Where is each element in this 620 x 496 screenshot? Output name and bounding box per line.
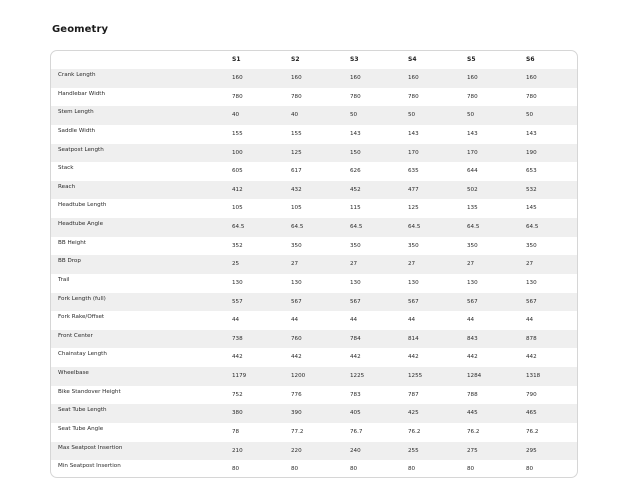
- geometry-table: [50, 50, 578, 478]
- table-cell: 1318: [526, 373, 541, 379]
- size-header-s1: S1: [232, 56, 241, 63]
- table-cell: 557: [232, 298, 243, 305]
- table-cell: 77.2: [291, 428, 304, 435]
- table-cell: 465: [526, 410, 537, 417]
- table-row: [51, 330, 577, 349]
- table-cell: 653: [526, 168, 537, 175]
- table-cell: 780: [408, 93, 419, 100]
- table-cell: 605: [232, 168, 243, 175]
- table-cell: 425: [408, 410, 419, 417]
- table-cell: 442: [467, 354, 478, 361]
- table-cell: 143: [526, 130, 537, 137]
- table-row: [51, 106, 577, 125]
- table-cell: 477: [408, 186, 419, 193]
- table-cell: 40: [232, 112, 240, 119]
- table-row: [51, 386, 577, 405]
- table-row: [51, 144, 577, 163]
- row-label: Seat Tube Angle: [58, 425, 104, 432]
- table-cell: 776: [291, 391, 302, 398]
- table-row: [51, 274, 577, 293]
- table-row: [51, 442, 577, 461]
- table-cell: 125: [408, 205, 419, 212]
- table-cell: 143: [408, 130, 419, 137]
- table-cell: 350: [291, 242, 302, 249]
- table-row: [51, 162, 577, 181]
- table-cell: 135: [467, 205, 478, 212]
- table-cell: 80: [350, 466, 358, 473]
- table-cell: 567: [291, 298, 302, 305]
- table-row: [51, 404, 577, 423]
- table-row: [51, 293, 577, 312]
- table-cell: 780: [350, 93, 361, 100]
- table-cell: 155: [232, 130, 243, 137]
- row-label: Stem Length: [58, 109, 94, 116]
- table-cell: 567: [350, 298, 361, 305]
- table-cell: 160: [526, 75, 537, 81]
- table-cell: 160: [408, 75, 419, 81]
- table-cell: 350: [526, 242, 537, 249]
- table-cell: 27: [408, 261, 416, 268]
- table-cell: 412: [232, 186, 243, 193]
- table-cell: 76.2: [526, 428, 539, 435]
- table-cell: 76.2: [408, 428, 421, 435]
- table-cell: 40: [291, 112, 299, 119]
- row-label: Max Seatpost Insertion: [58, 444, 123, 451]
- table-cell: 105: [232, 205, 243, 212]
- table-row: [51, 367, 577, 386]
- row-label: Headtube Length: [58, 202, 107, 209]
- row-label: Reach: [58, 183, 76, 190]
- table-cell: 567: [467, 298, 478, 305]
- table-cell: 100: [232, 149, 243, 156]
- table-cell: 130: [408, 279, 419, 286]
- table-row: [51, 311, 577, 330]
- table-cell: 64.5: [467, 224, 480, 230]
- table-cell: 843: [467, 335, 478, 342]
- table-cell: 50: [526, 112, 534, 119]
- table-cell: 50: [350, 112, 358, 119]
- table-cell: 130: [526, 279, 537, 286]
- table-cell: 130: [291, 279, 302, 286]
- table-cell: 210: [232, 447, 243, 454]
- table-cell: 64.5: [408, 224, 421, 230]
- table-cell: 44: [350, 317, 358, 324]
- table-cell: 626: [350, 168, 361, 175]
- table-cell: 115: [350, 205, 361, 212]
- row-label: Chainstay Length: [58, 351, 107, 358]
- table-cell: 295: [526, 447, 537, 454]
- table-cell: 1255: [408, 373, 423, 379]
- row-label: Fork Rake/Offset: [58, 314, 105, 321]
- table-body: [51, 69, 577, 478]
- row-label: BB Height: [58, 239, 86, 246]
- table-cell: 644: [467, 168, 478, 175]
- table-cell: 787: [408, 391, 419, 398]
- table-cell: 390: [291, 410, 302, 417]
- table-cell: 155: [291, 130, 302, 137]
- table-cell: 130: [350, 279, 361, 286]
- table-cell: 190: [526, 149, 537, 156]
- table-cell: 350: [467, 242, 478, 249]
- table-cell: 442: [408, 354, 419, 361]
- table-cell: 44: [408, 317, 416, 324]
- table-cell: 130: [467, 279, 478, 286]
- table-cell: 445: [467, 410, 478, 417]
- table-cell: 160: [467, 75, 478, 81]
- table-cell: 442: [291, 354, 302, 361]
- table-cell: 567: [408, 298, 419, 305]
- table-cell: 143: [350, 130, 361, 137]
- row-label: Headtube Angle: [58, 221, 104, 227]
- table-cell: 442: [232, 354, 243, 361]
- table-cell: 76.7: [350, 428, 363, 435]
- table-row: [51, 237, 577, 256]
- size-header-s2: S2: [291, 56, 300, 63]
- table-cell: 567: [526, 298, 537, 305]
- row-label: Saddle Width: [58, 127, 96, 134]
- table-cell: 1179: [232, 373, 247, 379]
- table-cell: 275: [467, 447, 478, 454]
- table-cell: 44: [232, 317, 240, 324]
- table-cell: 617: [291, 168, 302, 175]
- table-cell: 27: [350, 261, 358, 268]
- table-row: [51, 88, 577, 107]
- table-cell: 780: [291, 93, 302, 100]
- table-cell: 80: [232, 466, 240, 473]
- table-cell: 80: [291, 466, 299, 473]
- table-cell: 25: [232, 261, 240, 268]
- table-cell: 442: [526, 354, 537, 361]
- row-label: BB Drop: [58, 258, 81, 265]
- table-row: [51, 348, 577, 367]
- table-cell: 145: [526, 205, 537, 212]
- table-cell: 752: [232, 391, 243, 398]
- table-cell: 814: [408, 335, 419, 342]
- table-cell: 80: [526, 466, 534, 473]
- table-cell: 160: [232, 75, 243, 81]
- table-cell: 240: [350, 447, 361, 454]
- table-cell: 130: [232, 279, 243, 286]
- row-label: Wheelbase: [58, 370, 89, 376]
- table-cell: 143: [467, 130, 478, 137]
- table-row: [51, 423, 577, 442]
- table-cell: 350: [350, 242, 361, 249]
- row-label: Front Center: [58, 332, 93, 339]
- table-cell: 738: [232, 335, 243, 342]
- table-cell: 50: [467, 112, 475, 119]
- table-cell: 255: [408, 447, 419, 454]
- row-label: Seat Tube Length: [58, 407, 107, 414]
- table-cell: 788: [467, 391, 478, 398]
- table-cell: 44: [467, 317, 475, 324]
- table-row: [51, 181, 577, 200]
- table-cell: 780: [467, 93, 478, 100]
- row-label: Handlebar Width: [58, 90, 106, 97]
- table-header-row: [51, 51, 577, 69]
- table-cell: 44: [291, 317, 299, 324]
- page-title: Geometry: [52, 24, 109, 35]
- table-cell: 878: [526, 335, 537, 342]
- table-cell: 352: [232, 242, 243, 249]
- table-row: [51, 199, 577, 218]
- table-cell: 760: [291, 335, 302, 342]
- size-header-s6: S6: [526, 56, 535, 63]
- table-cell: 784: [350, 335, 361, 342]
- table-cell: 502: [467, 186, 478, 193]
- table-cell: 27: [526, 261, 534, 268]
- table-cell: 1225: [350, 373, 365, 379]
- table-cell: 170: [467, 149, 478, 156]
- table-cell: 27: [467, 261, 475, 268]
- table-cell: 220: [291, 447, 302, 454]
- table-cell: 783: [350, 391, 361, 398]
- row-label: Crank Length: [58, 72, 96, 78]
- table-cell: 44: [526, 317, 534, 324]
- table-cell: 105: [291, 205, 302, 212]
- row-label: Fork Length (full): [58, 295, 106, 302]
- table-cell: 27: [291, 261, 299, 268]
- size-header-s5: S5: [467, 56, 476, 63]
- row-label: Bike Standover Height: [58, 388, 121, 395]
- row-label: Trail: [58, 276, 70, 283]
- table-cell: 76.2: [467, 428, 480, 435]
- table-cell: 452: [350, 186, 361, 193]
- table-cell: 532: [526, 186, 537, 193]
- table-cell: 64.5: [291, 224, 304, 230]
- table-row: [51, 460, 577, 478]
- table-cell: 160: [291, 75, 302, 81]
- table-cell: 64.5: [232, 224, 245, 230]
- row-label: Seatpost Length: [58, 146, 104, 153]
- table-cell: 780: [232, 93, 243, 100]
- table-cell: 80: [467, 466, 475, 473]
- table-row: [51, 69, 577, 88]
- table-row: [51, 255, 577, 274]
- row-label: Stack: [58, 165, 74, 172]
- size-header-s3: S3: [350, 56, 359, 63]
- table-cell: 405: [350, 410, 361, 417]
- table-cell: 78: [232, 428, 240, 435]
- table-cell: 1200: [291, 373, 306, 379]
- table-cell: 790: [526, 391, 537, 398]
- size-header-s4: S4: [408, 56, 417, 63]
- table-cell: 350: [408, 242, 419, 249]
- table-cell: 150: [350, 149, 361, 156]
- row-label: Min Seatpost Insertion: [58, 463, 121, 470]
- table-cell: 442: [350, 354, 361, 361]
- table-cell: 432: [291, 186, 302, 193]
- table-cell: 1284: [467, 373, 482, 379]
- table-cell: 380: [232, 410, 243, 417]
- table-cell: 160: [350, 75, 361, 81]
- table-row: [51, 218, 577, 237]
- table-cell: 64.5: [526, 224, 539, 230]
- table-cell: 64.5: [350, 224, 363, 230]
- table-cell: 80: [408, 466, 416, 473]
- table-cell: 125: [291, 149, 302, 156]
- table-cell: 780: [526, 93, 537, 100]
- table-cell: 50: [408, 112, 416, 119]
- table-row: [51, 125, 577, 144]
- table-cell: 635: [408, 168, 419, 175]
- table-cell: 170: [408, 149, 419, 156]
